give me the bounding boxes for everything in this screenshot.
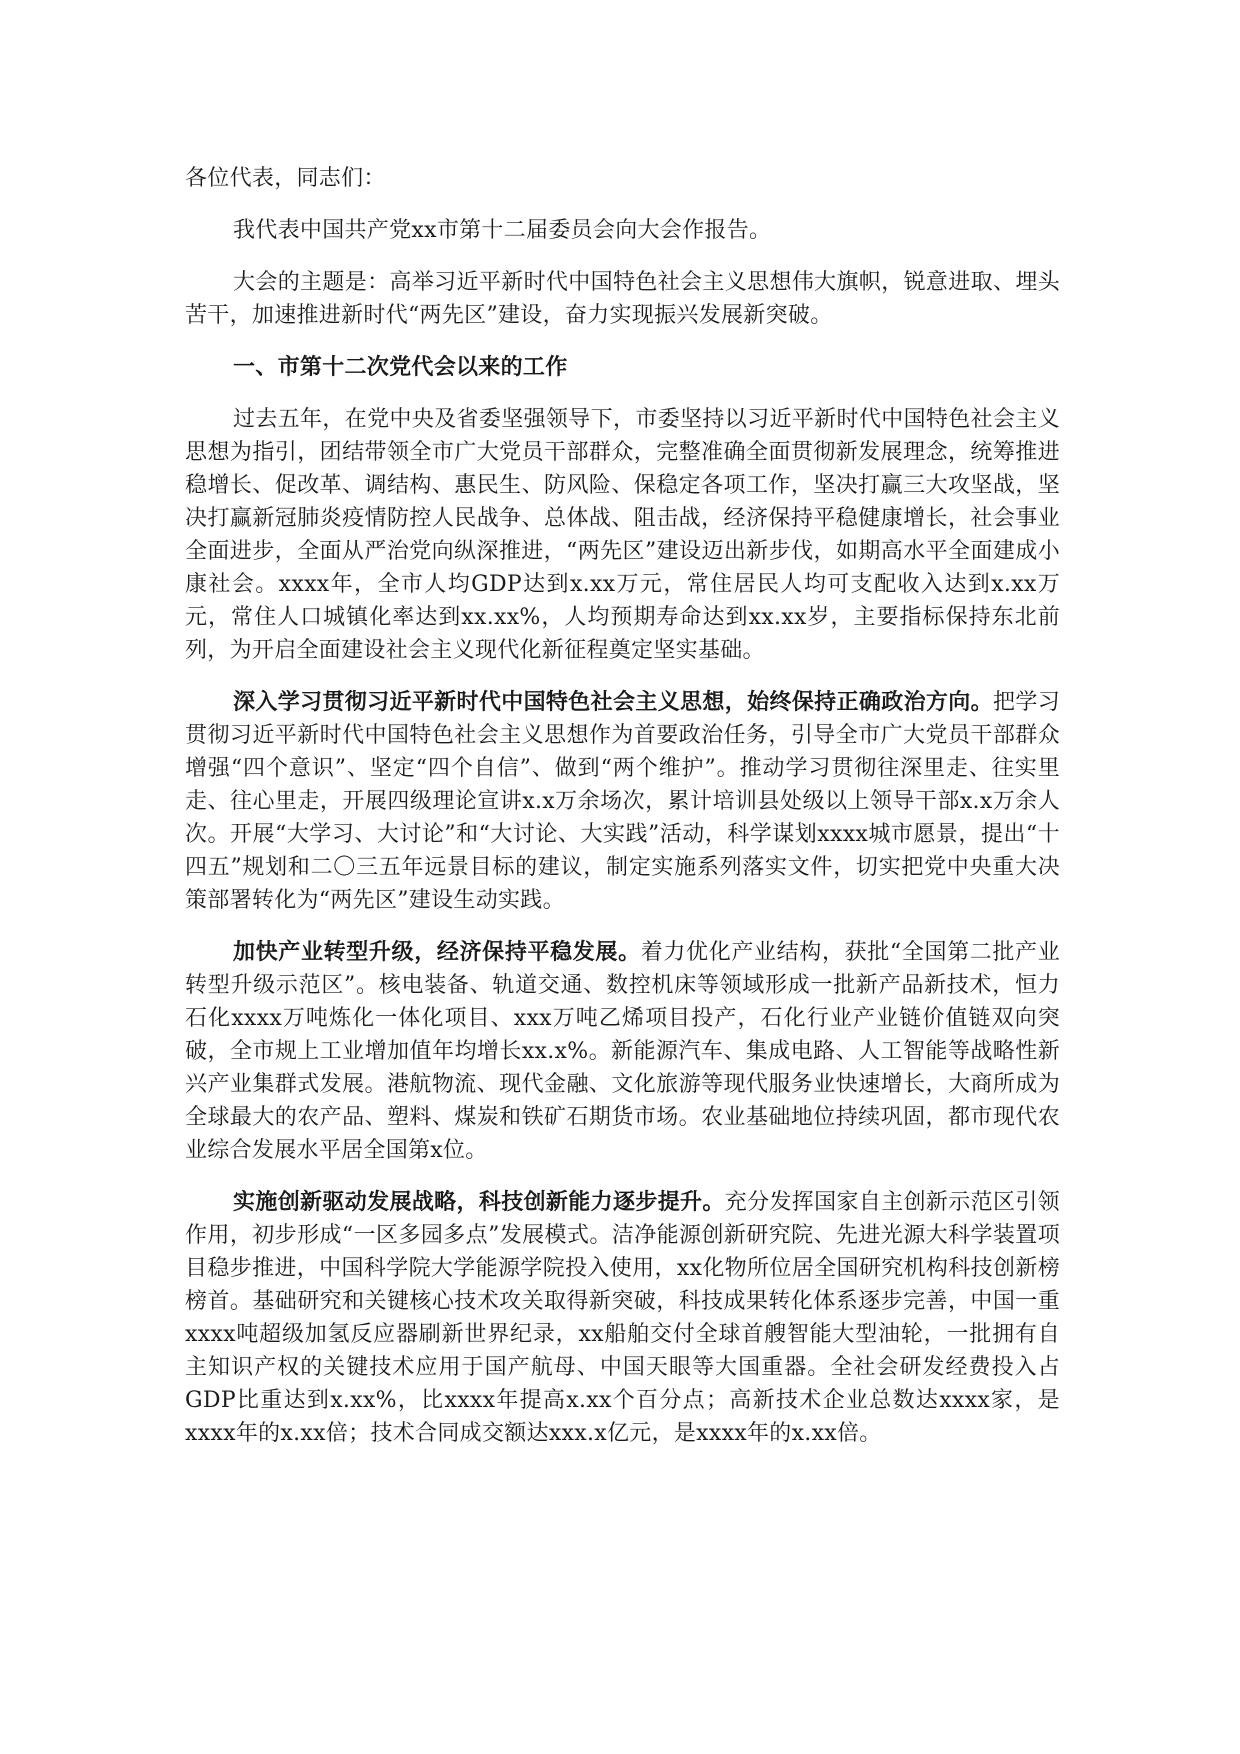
point-lead: 加快产业转型升级，经济保持平稳发展。	[233, 940, 641, 965]
section-heading: 一、市第十二次党代会以来的工作	[233, 355, 568, 380]
document-page	[185, 162, 1060, 1469]
point-lead: 实施创新驱动发展战略，科技创新能力逐步提升。	[233, 1190, 725, 1215]
point-body: 把学习贯彻习近平新时代中国特色社会主义思想作为首要政治任务，引导全市广大党员干部群众增强“四个意识”、坚定“四个自信”、做到“两个维护”。推动学习贯彻往深里走、往实里走、往心里走，开展四级理论宣讲x.x万余场次，累计培训县处级以上领导干部x.x万余人次。开展“大学习、大讨论”和“大讨论、大实践”活动，科学谋划xxxx城市愿景，提出“十四五”规划和二〇三五年远景目标的建议，制定实施系列落实文件，切实把党中央重大决策部署转化为“两先区”建设生动实践。	[185, 690, 1061, 913]
salutation: 各位代表，同志们：	[185, 166, 386, 191]
theme-paragraph: 大会的主题是：高举习近平新时代中国特色社会主义思想伟大旗帜，锐意进取、埋头苦干，加速推进新时代“两先区”建设，奋力实现振兴发展新突破。	[185, 270, 1060, 328]
overview-paragraph: 过去五年，在党中央及省委坚强领导下，市委坚持以习近平新时代中国特色社会主义思想为指引，团结带领全市广大党员干部群众，完整准确全面贯彻新发展理念，统筹推进稳增长、促改革、调结构、惠民生、防风险、保稳定各项工作，坚决打赢三大攻坚战，坚决打赢新冠肺炎疫情防控人民战争、总体战、阻击战，经济保持平稳健康增长，社会事业全面进步，全面从严治党向纵深推进，“两先区”建设迈出新步伐，如期高水平全面建成小康社会。xxxx年，全市人均GDP达到x.xx万元，常住居民人均可支配收入达到x.xx万元，常住人口城镇化率达到xx.xx%，人均预期寿命达到xx.xx岁，主要指标保持东北前列，为开启全面建设社会主义现代化新征程奠定坚实基础。	[185, 407, 1060, 663]
point-paragraph	[185, 1186, 1060, 1450]
point-body: 充分发挥国家自主创新示范区引领作用，初步形成“一区多园多点”发展模式。洁净能源创新研究院、先进光源大科学装置项目稳步推进，中国科学院大学能源学院投入使用，xx化物所位居全国研究机构科技创新榜榜首。基础研究和关键核心技术攻关取得新突破，科技成果转化体系逐步完善，中国一重xxxx吨超级加氢反应器刷新世界纪录，xx船舶交付全球首艘智能大型油轮，一批拥有自主知识产权的关键技术应用于国产航母、中国天眼等大国重器。全社会研发经费投入占GDP比重达到x.xx%，比xxxx年提高x.xx个百分点；高新技术企业总数达xxxx家，是xxxx年的x.xx倍；技术合同成交额达xxx.x亿元，是xxxx年的x.xx倍。	[185, 1190, 1060, 1446]
intro-paragraph: 我代表中国共产党xx市第十二届委员会向大会作报告。	[233, 218, 772, 243]
point-paragraph	[185, 686, 1060, 917]
point-lead: 深入学习贯彻习近平新时代中国特色社会主义思想，始终保持正确政治方向。	[233, 690, 993, 715]
point-paragraph	[185, 936, 1060, 1167]
point-body: 着力优化产业结构，获批“全国第二批产业转型升级示范区”。核电装备、轨道交通、数控机床等领域形成一批新产品新技术，恒力石化xxxx万吨炼化一体化项目、xxx万吨乙烯项目投产，石化行业产业链价值链双向突破，全市规上工业增加值年均增长xx.x%。新能源汽车、集成电路、人工智能等战略性新兴产业集群式发展。港航物流、现代金融、文化旅游等现代服务业快速增长，大商所成为全球最大的农产品、塑料、煤炭和铁矿石期货市场。农业基础地位持续巩固，都市现代农业综合发展水平居全国第x位。	[185, 940, 1061, 1163]
